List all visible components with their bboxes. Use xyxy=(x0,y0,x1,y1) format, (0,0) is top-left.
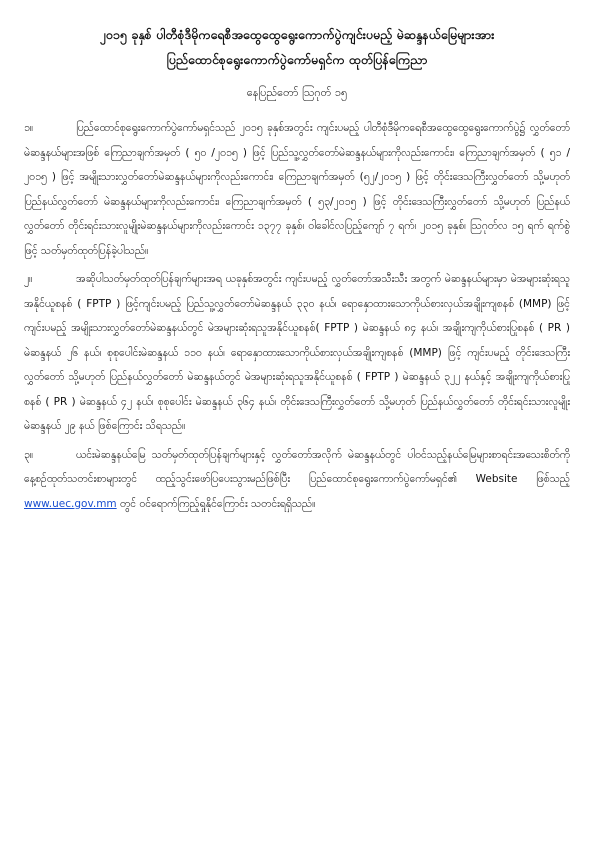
dateline: နေပြည်တော် ဩဂုတ် ၁၅ xyxy=(246,86,348,99)
paragraph-1-number: ၁။ xyxy=(24,122,34,134)
paragraph-2 xyxy=(24,267,570,439)
headline-line-2: ပြည်ထောင်စုရွေးကောက်ပွဲကော်မရှင်က ထုတ်ပြန်ကြေညာ xyxy=(166,52,428,67)
headline-line-1: ၂၀၁၅ ခုနှစ် ပါတီစုံဒီမိုကရေစီအထွေထွေရွေးကောက်ပွဲကျင်းပမည့် မဲဆန္ဒနယ်မြေများအား xyxy=(99,27,495,42)
paragraph-3 xyxy=(24,443,570,517)
paragraph-3-text-after: တွင် ဝင်ရောက်ကြည့်ရှုနိုင်ကြောင်း သတင်းရရှိသည်။ xyxy=(120,497,316,510)
paragraph-1-text: ပြည်ထောင်စုရွေးကောက်ပွဲကော်မရှင်သည် ၂၀၁၅ ခုနှစ်အတွင်း ကျင်းပမည့် ပါတီစုံဒီမိုကရေစီအထွေထွေရွေးကောက်ပွဲ၌ လွှတ်တော်မဲဆန္ဒနယ်များအဖြစ် ကြေညာချက်အမှတ် ( ၅၀ /၂၀၁၅ ) ဖြင့် ပြည်သူ့လွှတ်တော်မဲဆန္ဒနယ်များကိုလည်းကောင်း၊ ကြေညာချက်အမှတ် ( ၅၁ /၂၀၁၅ ) ဖြင့် အမျိုးသားလွှတ်တော်မဲဆန္ဒနယ်များကိုလည်းကောင်း၊ ကြေညာချက်အမှတ် (၅၂/၂၀၁၅ ) ဖြင့် တိုင်းဒေသကြီးလွှတ်တော် သို့မဟုတ် ပြည်နယ်လွှတ်တော် မဲဆန္ဒနယ်များကိုလည်းကောင်း၊ ကြေညာချက်အမှတ် ( ၅၃/၂၀၁၅ ) ဖြင့် တိုင်းဒေသကြီးလွှတ်တော် သို့မဟုတ် ပြည်နယ်လွှတ်တော် တိုင်းရင်းသားလူမျိုးမဲဆန္ဒနယ်များကိုလည်းကောင်း ၁၃၇၇ ခုနှစ်၊ ဝါခေါင်လပြည့်ကျော် ၇ ရက်၊ ၂၀၁၅ ခုနှစ်၊ ဩဂုတ်လ ၁၅ ရက် ရက်စွဲဖြင့် သတ်မှတ်ထုတ်ပြန်ခဲ့ပါသည်။ xyxy=(24,122,570,257)
paragraph-2-number: ၂။ xyxy=(24,273,33,285)
website-link[interactable]: www.uec.gov.mm xyxy=(24,497,117,510)
paragraph-3-text-before: ယင်းမဲဆန္ဒနယ်မြေ သတ်မှတ်ထုတ်ပြန်ချက်များနှင့် လွှတ်တော်အလိုက် မဲဆန္ဒနယ်တွင် ပါဝင်သည့်နယ်မြေများစာရင်းအသေးစိတ်ကို နေ့စဉ်ထုတ်သတင်းစာများတွင် ထည့်သွင်းဖော်ပြပေးသွားမည်ဖြစ်ပြီး ပြည်ထောင်စုရွေးကောက်ပွဲကော်မရှင်၏ Website ဖြစ်သည့် xyxy=(24,448,570,485)
paragraph-2-text: အဆိုပါသတ်မှတ်ထုတ်ပြန်ချက်များအရ ယခုနှစ်အတွင်း ကျင်းပမည့် လွှတ်တော်အသီးသီး အတွက် မဲဆန္ဒနယ်များမှာ မဲအများဆုံးရသူအနိုင်ယူစနစ် ( FPTP ) ဖြင့်ကျင်းပမည့် ပြည်သူ့လွှတ်တော်မဲဆန္ဒနယ် ၃၃၀ နယ်၊ ရောနှောထားသောကိုယ်စားလှယ်အချိုးကျစနစ် (MMP) ဖြင့် ကျင်းပမည့် အမျိုးသားလွှတ်တော်မဲဆန္ဒနယ်တွင် မဲအများဆုံးရသူအနိုင်ယူစနစ်( FPTP ) မဲဆန္ဒနယ် ၈၄ နယ်၊ အချိုးကျကိုယ်စားပြုစနစ် ( PR ) မဲဆန္ဒနယ် ၂၆ နယ်၊ စုစုပေါင်းမဲဆန္ဒနယ် ၁၁၀ နယ်၊ ရောနှောထားသောကိုယ်စားလှယ်အချိုးကျစနစ် (MMP) ဖြင့် ကျင်းပမည့် တိုင်းဒေသကြီးလွှတ်တော် သို့မဟုတ် ပြည်နယ်လွှတ်တော် မဲဆန္ဒနယ်တွင် မဲအများဆုံးရသူအနိုင်ယူစနစ် ( FPTP ) မဲဆန္ဒနယ် ၃၂၂ နယ်နှင့် အချိုးကျကိုယ်စားပြုစနစ် ( PR ) မဲဆန္ဒနယ် ၄၂ နယ်၊ စုစုပေါင်း မဲဆန္ဒနယ် ၃၆၄ နယ်၊ တိုင်းဒေသကြီးလွှတ်တော် သို့မဟုတ် ပြည်နယ်လွှတ်တော် တိုင်းရင်းသားလူမျိုး မဲဆန္ဒနယ် ၂၉ နယ် ဖြစ်ကြောင်း သိရသည်။ xyxy=(24,273,570,432)
paragraph-1 xyxy=(24,116,570,263)
paragraph-3-number: ၃။ xyxy=(24,448,34,461)
